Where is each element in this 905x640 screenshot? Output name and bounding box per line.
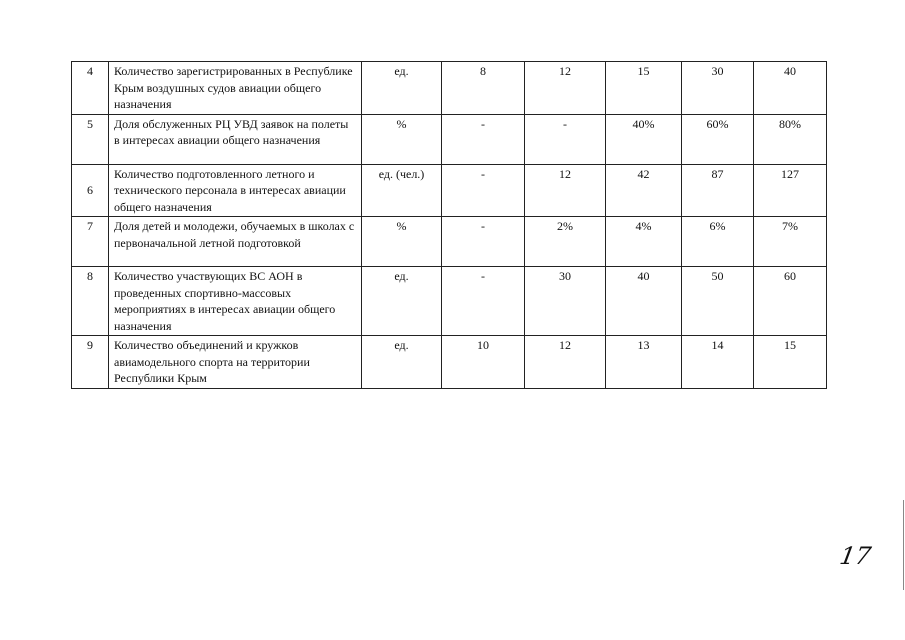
value-cell-3: 4% (606, 217, 682, 267)
value-cell-3: 42 (606, 164, 682, 217)
row-number: 9 (72, 336, 109, 389)
value-cell-4: 6% (682, 217, 754, 267)
unit-cell: % (362, 114, 442, 164)
indicators-table (71, 61, 827, 389)
value-cell-2: 12 (525, 62, 606, 115)
table-body (72, 62, 827, 389)
scan-edge-line (903, 500, 904, 590)
value-cell-1: - (442, 267, 525, 336)
value-cell-1: - (442, 217, 525, 267)
value-cell-4: 87 (682, 164, 754, 217)
value-cell-3: 40% (606, 114, 682, 164)
value-cell-2: 12 (525, 164, 606, 217)
value-cell-2: 2% (525, 217, 606, 267)
table-row (72, 267, 827, 336)
value-cell-3: 40 (606, 267, 682, 336)
value-cell-2: 12 (525, 336, 606, 389)
unit-cell: % (362, 217, 442, 267)
value-cell-2: - (525, 114, 606, 164)
value-cell-5: 40 (754, 62, 827, 115)
value-cell-5: 15 (754, 336, 827, 389)
table-row (72, 336, 827, 389)
value-cell-5: 127 (754, 164, 827, 217)
row-number: 4 (72, 62, 109, 115)
row-number: 5 (72, 114, 109, 164)
value-cell-4: 14 (682, 336, 754, 389)
unit-cell: ед. (362, 267, 442, 336)
indicator-description: Количество объединений и кружков авиамодельного спорта на территории Республики Крым (109, 336, 362, 389)
table-row (72, 164, 827, 217)
indicator-description: Количество участвующих ВС АОН в проведенных спортивно-массовых мероприятиях в интересах авиации общего назначения (109, 267, 362, 336)
value-cell-5: 80% (754, 114, 827, 164)
value-cell-4: 50 (682, 267, 754, 336)
value-cell-2: 30 (525, 267, 606, 336)
table-row (72, 62, 827, 115)
value-cell-3: 15 (606, 62, 682, 115)
indicator-description: Количество подготовленного летного и технического персонала в интересах авиации общего назначения (109, 164, 362, 217)
value-cell-5: 60 (754, 267, 827, 336)
value-cell-1: 10 (442, 336, 525, 389)
table-row (72, 217, 827, 267)
row-number: 8 (72, 267, 109, 336)
value-cell-4: 60% (682, 114, 754, 164)
value-cell-4: 30 (682, 62, 754, 115)
value-cell-5: 7% (754, 217, 827, 267)
value-cell-1: - (442, 114, 525, 164)
page-number: 17 (837, 542, 874, 570)
row-number: 6 (72, 164, 109, 217)
unit-cell: ед. (чел.) (362, 164, 442, 217)
table-row (72, 114, 827, 164)
value-cell-3: 13 (606, 336, 682, 389)
indicator-description: Количество зарегистрированных в Республике Крым воздушных судов авиации общего назначения (109, 62, 362, 115)
indicator-description: Доля обслуженных РЦ УВД заявок на полеты в интересах авиации общего назначения (109, 114, 362, 164)
unit-cell: ед. (362, 336, 442, 389)
value-cell-1: - (442, 164, 525, 217)
indicator-description: Доля детей и молодежи, обучаемых в школах с первоначальной летной подготовкой (109, 217, 362, 267)
row-number: 7 (72, 217, 109, 267)
value-cell-1: 8 (442, 62, 525, 115)
unit-cell: ед. (362, 62, 442, 115)
